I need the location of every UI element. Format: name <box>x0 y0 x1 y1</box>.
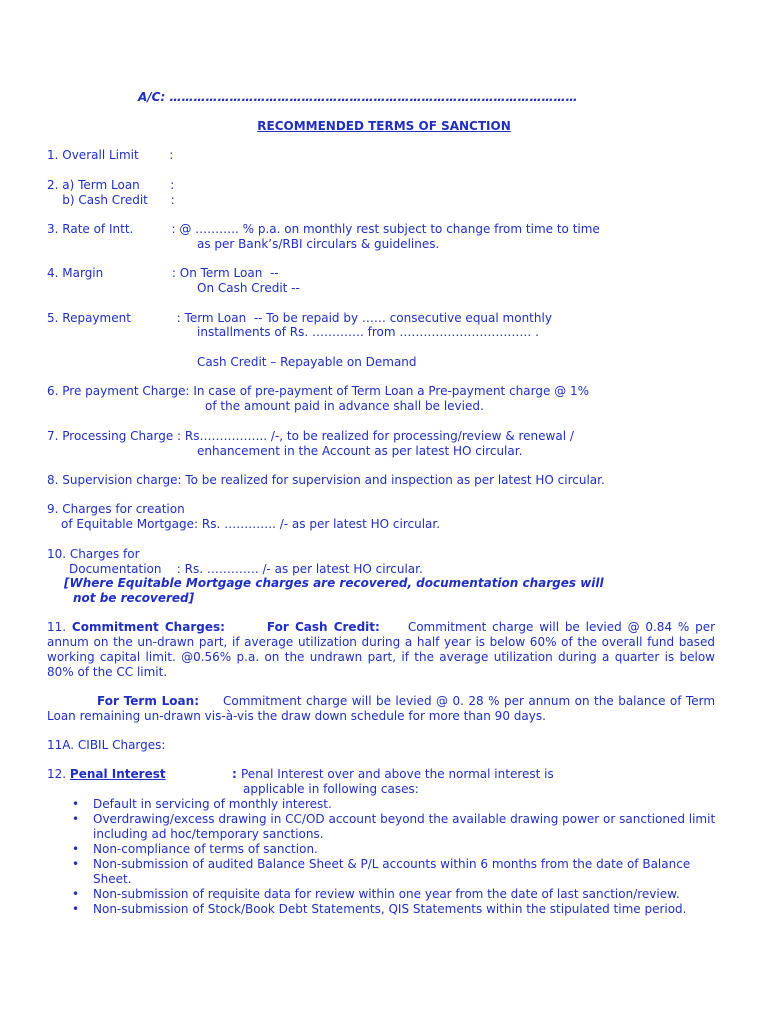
bullet-icon: • <box>72 887 80 901</box>
term-loan-label: For Term Loan: <box>97 694 199 708</box>
list-item: • Non-compliance of terms of sanction. <box>72 842 318 856</box>
prepayment-charge: 6. Pre payment Charge: In case of pre-payment of Term Loan a Pre-payment charge @ 1% <box>47 384 590 398</box>
documentation-charge-cont: Documentation : Rs. …………. /- as per latest HO circular. <box>69 562 423 576</box>
overall-limit: 1. Overall Limit : <box>47 148 174 162</box>
term-loan-limit: 2. a) Term Loan : <box>47 178 175 192</box>
list-item: • Default in servicing of monthly interest. <box>72 797 332 811</box>
penal-heading: Penal Interest <box>69 767 166 781</box>
term-loan-commitment-text: Commitment charge will be levied @ 0. 28 % per annum on the balance of Term Loan remaining un-drawn vis-à-vis the draw down schedule for more than 90 days. <box>47 694 716 723</box>
cash-credit-label: For Cash Credit: <box>266 620 380 634</box>
bullet-icon: • <box>72 857 80 871</box>
commitment-charges-tl <box>47 694 715 724</box>
rate-of-interest: 3. Rate of Intt. : @ ……….. % p.a. on monthly rest subject to change from time to time <box>47 222 600 236</box>
commitment-charges-cc <box>47 620 715 680</box>
repayment-installments: installments of Rs. …………. from …………………………… . <box>197 325 539 339</box>
prepayment-charge-cont: of the amount paid in advance shall be levied. <box>205 399 484 413</box>
cash-credit-commitment-text: Commitment charge will be levied @ 0.84 % per annum on the un-drawn part, if average utilization during a half year is below 60% of the overall fund based working capital limit. @0.56% p.a. on the undrawn part, if the average utilization during a quarter is below 80% of the CC limit. <box>47 620 716 679</box>
bullet-icon: • <box>72 842 80 856</box>
list-item: • Non-submission of audited Balance Sheet & P/L accounts within 6 months from the date of Balance Sheet. <box>72 857 691 886</box>
list-item: • Non-submission of Stock/Book Debt Statements, QIS Statements within the stipulated time period. <box>72 902 687 916</box>
processing-charge: 7. Processing Charge : Rs…………….. /-, to be realized for processing/review & renewal / <box>47 429 574 443</box>
repayment-cash-credit: Cash Credit – Repayable on Demand <box>197 355 417 369</box>
bullet-icon: • <box>72 797 80 811</box>
supervision-charge: 8. Supervision charge: To be realized for supervision and inspection as per latest HO circular. <box>47 473 605 487</box>
cibil-charges: 11A. CIBIL Charges: <box>47 738 166 752</box>
account-line: A/C: ………………………………………………………………………………………… <box>138 90 578 104</box>
documentation-note-cont: not be recovered] <box>73 591 195 605</box>
margin-cash-credit: On Cash Credit -- <box>197 281 300 295</box>
cash-credit-limit: b) Cash Credit : <box>47 193 175 207</box>
documentation-note: [Where Equitable Mortgage charges are recovered, documentation charges will <box>64 576 604 590</box>
penal-colon: : <box>232 767 237 781</box>
mortgage-charge: 9. Charges for creation <box>47 502 185 516</box>
document-title: RECOMMENDED TERMS OF SANCTION <box>257 119 511 133</box>
documentation-charge: 10. Charges for <box>47 547 140 561</box>
bullet-icon: • <box>72 812 80 826</box>
rate-of-interest-cont: as per Bank’s/RBI circulars & guidelines. <box>197 237 440 251</box>
repayment-term-loan: 5. Repayment : Term Loan -- To be repaid by …… consecutive equal monthly <box>47 311 552 325</box>
penal-number: 12. <box>47 767 70 781</box>
penal-cases-list <box>70 797 720 917</box>
penal-text-cont: applicable in following cases: <box>243 782 419 796</box>
list-item: • Non-submission of requisite data for review within one year from the date of last sanction/review. <box>72 887 680 901</box>
margin-term-loan: 4. Margin : On Term Loan -- <box>47 266 279 280</box>
bullet-icon: • <box>72 902 80 916</box>
list-item: • Overdrawing/excess drawing in CC/OD account beyond the available drawing power or sanctioned limit including ad hoc/temporary sanctions. <box>72 812 716 841</box>
penal-text: Penal Interest over and above the normal interest is <box>241 767 554 781</box>
processing-charge-cont: enhancement in the Account as per latest HO circular. <box>197 444 523 458</box>
penal-interest-row <box>47 767 166 782</box>
mortgage-charge-cont: of Equitable Mortgage: Rs. …………. /- as per latest HO circular. <box>61 517 441 531</box>
commitment-heading: Commitment Charges: <box>71 620 225 634</box>
commitment-number: 11. <box>47 620 72 634</box>
